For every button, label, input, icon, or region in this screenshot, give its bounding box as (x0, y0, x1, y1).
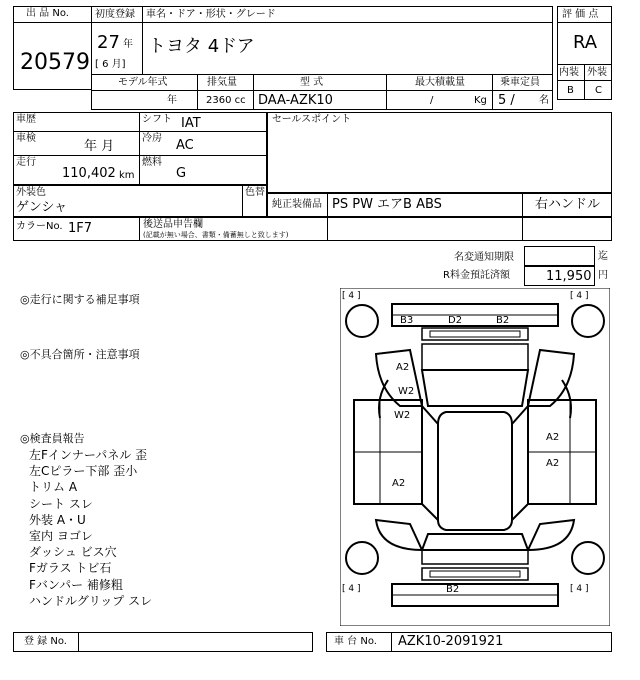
exterior-label: 外装 (587, 67, 607, 78)
type-value: DAA-AZK10 (258, 93, 333, 108)
list-item: ハンドルグリップ スレ (29, 593, 153, 608)
equipment-label: 純正装備品 (272, 199, 322, 210)
car-damage-diagram (340, 288, 610, 626)
color-no-label: カラーNo. (16, 221, 63, 232)
rear-light-right (528, 350, 574, 406)
equipment-value: PS PW エアB ABS (332, 197, 442, 212)
details-box (13, 112, 267, 185)
sales-point-label: セールスポイント (272, 114, 352, 125)
interior-grade: B (567, 85, 574, 96)
docs-label: 後送品申告欄 (143, 219, 203, 230)
mark-rear-bumper-right: B2 (496, 315, 510, 326)
capacity-unit: 名 (539, 95, 549, 106)
inspector-label: ◎検査員報告 (20, 432, 85, 445)
shift-value: IAT (181, 116, 201, 131)
fuel-label: 燃料 (142, 157, 162, 168)
list-item: シート スレ (29, 496, 93, 511)
mark-trunk: A2 (396, 362, 410, 373)
registration-label: 登 録 No. (24, 636, 67, 647)
tire-label-tr: [ 4 ] (570, 291, 589, 301)
grade-value: RA (573, 32, 598, 53)
max-load-label: 最大積載量 (415, 77, 465, 88)
shift-label: シフト (142, 114, 172, 125)
chassis-number: AZK10-2091921 (398, 634, 504, 649)
list-item: 左Cピラー下部 歪小 (29, 464, 138, 479)
fuel-value: G (176, 166, 187, 181)
roof-outline (438, 412, 512, 530)
history-label: 車歴 (16, 114, 36, 125)
mark-rear-glass: W2 (398, 386, 415, 397)
list-item: 左Fインナーパネル 歪 (29, 448, 148, 462)
type-label: 型 式 (300, 77, 324, 88)
front-glass-outline (422, 534, 528, 550)
list-item: ダッシュ ビス穴 (29, 545, 117, 560)
capacity-value: 5 / (498, 93, 515, 108)
displacement-value: 2360 cc (206, 95, 246, 106)
defects-label: ◎不具合箇所・注意事項 (20, 348, 140, 361)
tire-label-br: [ 4 ] (570, 584, 589, 594)
mileage-label: 走行 (16, 157, 36, 168)
inspection-label: 車検 (16, 133, 36, 144)
tire-label-bl: [ 4 ] (342, 584, 361, 594)
max-load-unit: Kg (474, 95, 487, 106)
front-light-left (376, 520, 422, 550)
capacity-label: 乗車定員 (500, 77, 540, 88)
tire-label-tl: [ 4 ] (342, 291, 361, 301)
trunk-outline (422, 344, 528, 370)
model-year-label: モデル年式 (118, 77, 168, 88)
first-registration-month: [ 6 月] (95, 59, 126, 70)
model-year-value: 年 (167, 95, 177, 106)
ac-value: AC (176, 138, 194, 153)
list-item: トリム A (29, 480, 78, 495)
car-name-label: 車名・ドア・形状・グレード (146, 9, 276, 20)
ext-color-value: ゲンシャ (16, 200, 68, 215)
list-item: 外装 A・U (29, 512, 86, 527)
mark-left-front-fender: A2 (392, 478, 406, 489)
lot-number: 20579 (20, 50, 90, 75)
rear-light-left (376, 350, 422, 406)
first-registration-label: 初度登録 (95, 9, 135, 20)
displacement-label: 排気量 (207, 77, 237, 88)
year-char: 年 (123, 39, 133, 50)
tire-front-right (572, 542, 604, 574)
color-no-value: 1F7 (68, 221, 93, 236)
front-light-right (528, 520, 574, 550)
list-item: Fバンパー 補修粗 (29, 577, 123, 592)
color-change-label: 色替 (245, 187, 265, 198)
driving-notes-label: ◎走行に関する補足事項 (20, 293, 140, 306)
list-item: 室内 ヨゴレ (29, 529, 93, 544)
exterior-grade: C (595, 85, 602, 96)
mark-front-bumper: B2 (446, 584, 460, 595)
tire-front-left (346, 542, 378, 574)
lot-number-label: 出 品 No. (26, 8, 69, 19)
mileage-value: 110,402 (62, 166, 116, 181)
docs-note: (記載が無い場合、書類・備蓄無しと致します) (143, 231, 289, 239)
inspector-items (29, 447, 152, 609)
recycle-unit: 円 (598, 270, 608, 281)
mark-right-rear-door: A2 (546, 432, 560, 443)
recycle-value: 11,950 (546, 269, 592, 284)
max-load-value: / (430, 95, 434, 106)
rear-glass-outline (422, 370, 528, 406)
mark-rear-bumper-left: B3 (400, 315, 414, 326)
mark-rear-left-door-glass: W2 (394, 410, 411, 421)
hood-outline (422, 550, 528, 564)
inspection-value: 年 月 (84, 139, 115, 154)
deadline-label: 名変通知期限 (454, 252, 514, 263)
deadline-field (524, 246, 595, 266)
ext-color-label: 外装色 (16, 187, 46, 198)
deadline-unit: 迄 (598, 251, 608, 262)
list-item: Fガラス トビ石 (29, 561, 112, 576)
car-name: トヨタ 4ドア (148, 36, 255, 57)
interior-label: 内装 (559, 67, 579, 78)
mileage-unit: km (119, 170, 135, 181)
recycle-label: R料金預託済額 (443, 270, 510, 281)
steering-value: 右ハンドル (535, 197, 601, 212)
grade-label: 評 価 点 (562, 9, 599, 20)
ac-label: 冷房 (142, 133, 162, 144)
mark-right-front-door: A2 (546, 458, 560, 469)
tire-rear-right (572, 305, 604, 337)
first-registration-year: 27 (97, 32, 120, 53)
mark-rear-bumper-mid: D2 (448, 315, 463, 326)
chassis-label: 車 台 No. (334, 636, 377, 647)
tire-rear-left (346, 305, 378, 337)
